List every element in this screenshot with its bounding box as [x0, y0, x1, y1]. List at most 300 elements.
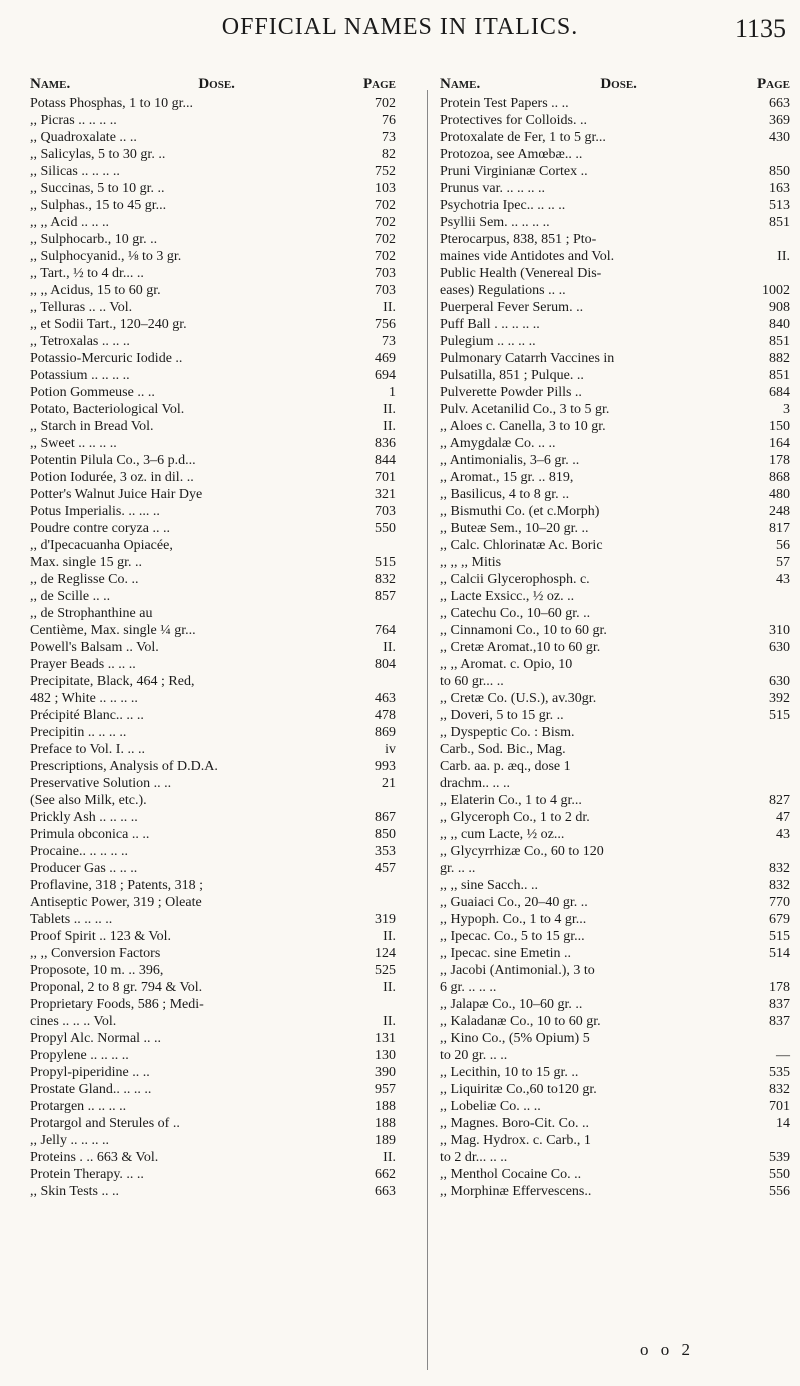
running-title: OFFICIAL NAMES IN ITALICS.: [221, 14, 579, 40]
entry-text: Centième, Max. single ¼ gr...: [30, 623, 196, 638]
index-entry: [440, 1064, 790, 1081]
entry-text: (See also Milk, etc.).: [30, 793, 147, 808]
entry-text: ,, Lobeliæ Co. .. ..: [440, 1099, 541, 1114]
index-entry: [30, 146, 396, 163]
index-entry: [30, 962, 396, 979]
index-entry: [440, 656, 790, 673]
index-entry: [30, 1098, 396, 1115]
entry-page: 702: [375, 96, 396, 111]
index-entry: [30, 877, 396, 894]
index-entry: [30, 1047, 396, 1064]
index-entry: [440, 639, 790, 656]
entry-text: Carb., Sod. Bic., Mag.: [440, 742, 566, 757]
entry-page: 189: [375, 1133, 396, 1148]
entry-text: ,, Kino Co., (5% Opium) 5: [440, 1031, 590, 1046]
column-headings: [30, 76, 396, 93]
entry-text: Puerperal Fever Serum. ..: [440, 300, 584, 315]
entry-text: Prostate Gland.. .. .. ..: [30, 1082, 152, 1097]
index-entry: [30, 299, 396, 316]
entry-page: 163: [769, 181, 790, 196]
entry-page: II.: [383, 402, 396, 417]
index-entry: [440, 588, 790, 605]
entry-page: 463: [375, 691, 396, 706]
index-entry: [440, 316, 790, 333]
index-entry: [30, 894, 396, 911]
entry-text: drachm.. .. ..: [440, 776, 510, 791]
index-entry: [30, 996, 396, 1013]
entry-text: Potato, Bacteriological Vol.: [30, 402, 185, 417]
entry-page: 124: [375, 946, 396, 961]
entry-text: Propyl-piperidine .. ..: [30, 1065, 150, 1080]
index-entry: [440, 945, 790, 962]
entry-page: 353: [375, 844, 396, 859]
entry-page: II.: [383, 419, 396, 434]
index-entry: [30, 214, 396, 231]
entry-page: II.: [383, 980, 396, 995]
index-entry: [30, 1064, 396, 1081]
entry-page: 515: [769, 929, 790, 944]
index-entry: [30, 1183, 396, 1200]
right-column: [440, 76, 790, 1200]
entry-page: 430: [769, 130, 790, 145]
entry-text: Proposote, 10 m. .. 396,: [30, 963, 164, 978]
index-entry: [30, 469, 396, 486]
entry-page: 480: [769, 487, 790, 502]
entry-page: 514: [769, 946, 790, 961]
index-entry: [440, 503, 790, 520]
entry-text: Producer Gas .. .. ..: [30, 861, 138, 876]
index-entry: [30, 588, 396, 605]
entry-text: Pulv. Acetanilid Co., 3 to 5 gr.: [440, 402, 610, 417]
index-entry: [440, 469, 790, 486]
entry-page: 702: [375, 198, 396, 213]
index-entry: [30, 571, 396, 588]
entry-page: 832: [769, 1082, 790, 1097]
entry-text: ,, Picras .. .. .. ..: [30, 113, 117, 128]
entry-page: 844: [375, 453, 396, 468]
index-entry: [30, 809, 396, 826]
index-entry: [30, 350, 396, 367]
entry-page: 850: [769, 164, 790, 179]
entry-page: 857: [375, 589, 396, 604]
entry-text: ,, Aloes c. Canella, 3 to 10 gr.: [440, 419, 606, 434]
entry-text: ,, Glycyrrhizæ Co., 60 to 120: [440, 844, 604, 859]
entry-text: ,, Guaiaci Co., 20–40 gr. ..: [440, 895, 588, 910]
entry-text: to 2 dr... .. ..: [440, 1150, 508, 1165]
entry-text: Potter's Walnut Juice Hair Dye: [30, 487, 203, 502]
entry-page: 850: [375, 827, 396, 842]
entry-text: ,, Telluras .. .. Vol.: [30, 300, 133, 315]
index-entry: [30, 520, 396, 537]
entry-text: ,, Kaladanæ Co., 10 to 60 gr.: [440, 1014, 601, 1029]
entry-page: 908: [769, 300, 790, 315]
entry-text: ,, Elaterin Co., 1 to 4 gr...: [440, 793, 582, 808]
entry-page: 164: [769, 436, 790, 451]
entry-page: 804: [375, 657, 396, 672]
entry-text: gr. .. ..: [440, 861, 476, 876]
entry-page: 770: [769, 895, 790, 910]
entry-text: ,, Calcii Glycerophosph. c.: [440, 572, 590, 587]
entry-page: 131: [375, 1031, 396, 1046]
index-entry: [30, 843, 396, 860]
entry-page: 47: [776, 810, 790, 825]
entry-text: cines .. .. .. Vol.: [30, 1014, 117, 1029]
entry-page: 957: [375, 1082, 396, 1097]
entry-text: Powell's Balsam .. Vol.: [30, 640, 159, 655]
index-entry: [440, 707, 790, 724]
entry-text: Potus Imperialis. .. ... ..: [30, 504, 160, 519]
entry-text: ,, Jalapæ Co., 10–60 gr. ..: [440, 997, 583, 1012]
index-entry: [30, 673, 396, 690]
entry-text: Protargol and Sterules of ..: [30, 1116, 180, 1131]
entry-text: Psyllii Sem. .. .. .. ..: [440, 215, 550, 230]
entry-text: ,, Aromat., 15 gr. .. 819,: [440, 470, 574, 485]
entry-text: Proflavine, 318 ; Patents, 318 ;: [30, 878, 204, 893]
entry-page: 679: [769, 912, 790, 927]
index-entry: [440, 1166, 790, 1183]
entry-text: ,, Sulphocarb., 10 gr. ..: [30, 232, 158, 247]
entry-text: 482 ; White .. .. .. ..: [30, 691, 138, 706]
index-entry: [440, 333, 790, 350]
entry-page: 478: [375, 708, 396, 723]
entry-page: 827: [769, 793, 790, 808]
index-entry: [440, 1183, 790, 1200]
entry-text: ,, Buteæ Sem., 10–20 gr. ..: [440, 521, 589, 536]
entry-text: ,, ,, sine Sacch.. ..: [440, 878, 538, 893]
entry-text: ,, Calc. Chlorinatæ Ac. Boric: [440, 538, 603, 553]
entry-page: II.: [383, 640, 396, 655]
index-entries: [440, 95, 790, 1200]
entry-text: ,, Skin Tests .. ..: [30, 1184, 119, 1199]
entry-page: 836: [375, 436, 396, 451]
index-entries: [30, 95, 396, 1200]
index-entry: [440, 350, 790, 367]
page-number: 1135: [734, 14, 786, 43]
entry-text: Prunus var. .. .. .. ..: [440, 181, 545, 196]
index-entry: [440, 792, 790, 809]
index-entry: [440, 1047, 790, 1064]
entry-text: ,, ,, Aromat. c. Opio, 10: [440, 657, 573, 672]
entry-page: 1: [389, 385, 396, 400]
index-entry: [30, 605, 396, 622]
entry-text: ,, Cretæ Co. (U.S.), av.30gr.: [440, 691, 597, 706]
entry-page: 851: [769, 334, 790, 349]
entry-text: Potion Iodurée, 3 oz. in dil. ..: [30, 470, 194, 485]
entry-page: 73: [382, 130, 396, 145]
index-entry: [30, 707, 396, 724]
index-entry: [30, 197, 396, 214]
entry-text: ,, Hypoph. Co., 1 to 4 gr...: [440, 912, 587, 927]
index-entry: [30, 826, 396, 843]
entry-text: ,, Lacte Exsicc., ½ oz. ..: [440, 589, 575, 604]
entry-page: 756: [375, 317, 396, 332]
entry-page: 1002: [762, 283, 790, 298]
entry-text: ,, Catechu Co., 10–60 gr. ..: [440, 606, 591, 621]
entry-text: Propyl Alc. Normal .. ..: [30, 1031, 162, 1046]
entry-text: ,, Sulphas., 15 to 45 gr...: [30, 198, 167, 213]
index-entry: [440, 1081, 790, 1098]
index-entry: [440, 673, 790, 690]
entry-text: ,, Silicas .. .. .. ..: [30, 164, 120, 179]
index-entry: [440, 418, 790, 435]
entry-text: Proteins . .. 663 & Vol.: [30, 1150, 159, 1165]
index-entry: [440, 112, 790, 129]
index-entry: [440, 1098, 790, 1115]
index-entry: [440, 401, 790, 418]
entry-text: maines vide Antidotes and Vol.: [440, 249, 615, 264]
entry-page: 14: [776, 1116, 790, 1131]
index-entry: [440, 435, 790, 452]
entry-page: 515: [375, 555, 396, 570]
entry-text: ,, Morphinæ Effervescens..: [440, 1184, 592, 1199]
index-entry: [440, 843, 790, 860]
index-entry: [30, 554, 396, 571]
entry-text: Proof Spirit .. 123 & Vol.: [30, 929, 172, 944]
entry-text: ,, Menthol Cocaine Co. ..: [440, 1167, 582, 1182]
entry-page: 630: [769, 640, 790, 655]
index-entry: [440, 231, 790, 248]
entry-page: 469: [375, 351, 396, 366]
entry-page: 73: [382, 334, 396, 349]
entry-page: 150: [769, 419, 790, 434]
entry-page: 694: [375, 368, 396, 383]
entry-text: Precipitin .. .. .. ..: [30, 725, 127, 740]
index-entry: [440, 537, 790, 554]
entry-page: 130: [375, 1048, 396, 1063]
entry-text: Potion Gommeuse .. ..: [30, 385, 155, 400]
index-entry: [440, 452, 790, 469]
entry-page: 43: [776, 827, 790, 842]
index-entry: [440, 1013, 790, 1030]
index-entry: [30, 945, 396, 962]
entry-page: 993: [375, 759, 396, 774]
entry-text: Potentin Pilula Co., 3–6 p.d...: [30, 453, 196, 468]
index-entry: [30, 265, 396, 282]
entry-text: ,, Tetroxalas .. .. ..: [30, 334, 130, 349]
index-entry: [30, 911, 396, 928]
column-divider: [427, 90, 428, 1370]
index-entry: [440, 860, 790, 877]
entry-page: 630: [769, 674, 790, 689]
index-entry: [440, 384, 790, 401]
entry-page: 188: [375, 1116, 396, 1131]
index-entry: [30, 1149, 396, 1166]
index-entry: [440, 163, 790, 180]
index-entry: [440, 911, 790, 928]
entry-text: ,, Magnes. Boro-Cit. Co. ..: [440, 1116, 589, 1131]
entry-text: ,, de Strophanthine au: [30, 606, 153, 621]
entry-page: 550: [375, 521, 396, 536]
index-entry: [440, 1132, 790, 1149]
entry-text: Prickly Ash .. .. .. ..: [30, 810, 138, 825]
entry-page: 178: [769, 980, 790, 995]
entry-text: Max. single 15 gr. ..: [30, 555, 142, 570]
entry-page: —: [776, 1048, 790, 1063]
entry-page: 57: [776, 555, 790, 570]
entry-page: 515: [769, 708, 790, 723]
index-entry: [30, 231, 396, 248]
entry-text: eases) Regulations .. ..: [440, 283, 566, 298]
index-entry: [30, 163, 396, 180]
entry-text: ,, Ipecac. Co., 5 to 15 gr...: [440, 929, 585, 944]
entry-page: 837: [769, 1014, 790, 1029]
entry-page: 684: [769, 385, 790, 400]
entry-text: Psychotria Ipec.. .. .. ..: [440, 198, 566, 213]
entry-text: Primula obconica .. ..: [30, 827, 150, 842]
heading-page: Page: [757, 76, 790, 92]
index-entry: [30, 724, 396, 741]
entry-page: 663: [769, 96, 790, 111]
entry-text: ,, Liquiritæ Co.,60 to120 gr.: [440, 1082, 597, 1097]
entry-text: Protein Test Papers .. ..: [440, 96, 569, 111]
entry-text: ,, et Sodii Tart., 120–240 gr.: [30, 317, 187, 332]
index-entry: [440, 979, 790, 996]
index-entry: [440, 571, 790, 588]
entry-text: ,, de Reglisse Co. ..: [30, 572, 139, 587]
entry-text: Potassium .. .. .. ..: [30, 368, 130, 383]
entry-page: 703: [375, 504, 396, 519]
entry-text: ,, Sulphocyanid., ⅛ to 3 gr.: [30, 249, 182, 264]
entry-page: 556: [769, 1184, 790, 1199]
entry-page: 319: [375, 912, 396, 927]
index-entry: [440, 962, 790, 979]
entry-text: Pulegium .. .. .. ..: [440, 334, 536, 349]
index-entry: [30, 1132, 396, 1149]
entry-text: Puff Ball . .. .. .. ..: [440, 317, 540, 332]
index-entry: [440, 809, 790, 826]
index-entry: [440, 605, 790, 622]
entry-text: Protoxalate de Fer, 1 to 5 gr...: [440, 130, 606, 145]
index-entry: [30, 95, 396, 112]
entry-text: Prescriptions, Analysis of D.D.A.: [30, 759, 218, 774]
column-headings: [440, 76, 790, 93]
entry-text: ,, Cinnamoni Co., 10 to 60 gr.: [440, 623, 607, 638]
index-entry: [30, 367, 396, 384]
entry-page: 764: [375, 623, 396, 638]
entry-page: 188: [375, 1099, 396, 1114]
entry-text: ,, ,, cum Lacte, ½ oz...: [440, 827, 565, 842]
index-entry: [30, 129, 396, 146]
index-entry: [440, 299, 790, 316]
entry-page: II.: [383, 929, 396, 944]
entry-page: II.: [383, 300, 396, 315]
index-entry: [30, 690, 396, 707]
index-entry: [30, 979, 396, 996]
index-entry: [440, 282, 790, 299]
index-entry: [440, 758, 790, 775]
running-head: [0, 6, 800, 56]
entry-page: 663: [375, 1184, 396, 1199]
entry-page: iv: [385, 742, 396, 757]
entry-text: Preface to Vol. I. .. ..: [30, 742, 145, 757]
entry-page: 390: [375, 1065, 396, 1080]
signature-mark: o o 2: [640, 1340, 694, 1359]
entry-page: 662: [375, 1167, 396, 1182]
entry-text: ,, ,, Conversion Factors: [30, 946, 161, 961]
index-entry: [30, 401, 396, 418]
entry-text: ,, Jacobi (Antimonial.), 3 to: [440, 963, 595, 978]
entry-text: to 60 gr... ..: [440, 674, 504, 689]
entry-text: Tablets .. .. .. ..: [30, 912, 113, 927]
index-entry: [30, 435, 396, 452]
entry-page: 82: [382, 147, 396, 162]
index-entry: [440, 265, 790, 282]
entry-page: 701: [375, 470, 396, 485]
entry-text: Précipité Blanc.. .. ..: [30, 708, 144, 723]
index-entry: [30, 452, 396, 469]
entry-text: ,, Salicylas, 5 to 30 gr. ..: [30, 147, 166, 162]
entry-page: 321: [375, 487, 396, 502]
index-entry: [30, 656, 396, 673]
entry-text: Precipitate, Black, 464 ; Red,: [30, 674, 195, 689]
heading-name: Name.: [440, 76, 481, 92]
entry-text: Pulverette Powder Pills ..: [440, 385, 582, 400]
index-entry: [440, 180, 790, 197]
index-entry: [30, 775, 396, 792]
entry-text: Antiseptic Power, 319 ; Oleate: [30, 895, 202, 910]
index-entry: [440, 486, 790, 503]
index-entry: [440, 554, 790, 571]
index-entry: [440, 248, 790, 265]
entry-text: ,, Glyceroph Co., 1 to 2 dr.: [440, 810, 590, 825]
entry-page: 817: [769, 521, 790, 536]
entry-page: 535: [769, 1065, 790, 1080]
index-entry: [440, 826, 790, 843]
index-entry: [440, 690, 790, 707]
heading-page: Page: [363, 76, 396, 92]
entry-page: 103: [375, 181, 396, 196]
entry-text: ,, Succinas, 5 to 10 gr. ..: [30, 181, 165, 196]
index-entry: [440, 197, 790, 214]
index-entry: [30, 622, 396, 639]
entry-text: Protectives for Colloids. ..: [440, 113, 587, 128]
entry-text: ,, Bismuthi Co. (et c.Morph): [440, 504, 600, 519]
entry-page: 43: [776, 572, 790, 587]
index-entry: [30, 248, 396, 265]
entry-text: Protozoa, see Amœbæ.. ..: [440, 147, 583, 162]
heading-dose: Dose.: [600, 76, 637, 92]
index-entry: [30, 1166, 396, 1183]
entry-page: II.: [777, 249, 790, 264]
left-column: [30, 76, 396, 1200]
index-entry: [30, 112, 396, 129]
entry-text: ,, Dyspeptic Co. : Bism.: [440, 725, 575, 740]
index-entry: [440, 1149, 790, 1166]
entry-text: Public Health (Venereal Dis-: [440, 266, 602, 281]
entry-page: 539: [769, 1150, 790, 1165]
entry-text: Prayer Beads .. .. ..: [30, 657, 136, 672]
entry-page: 513: [769, 198, 790, 213]
entry-text: ,, ,, Acid .. .. ..: [30, 215, 109, 230]
entry-text: Protargen .. .. .. ..: [30, 1099, 127, 1114]
index-entry: [440, 1115, 790, 1132]
entry-text: Carb. aa. p. æq., dose 1: [440, 759, 571, 774]
index-entry: [440, 996, 790, 1013]
index-entry: [440, 928, 790, 945]
entry-text: ,, ,, Acidus, 15 to 60 gr.: [30, 283, 161, 298]
entry-page: 3: [783, 402, 790, 417]
entry-page: 248: [769, 504, 790, 519]
index-entry: [440, 877, 790, 894]
entry-text: ,, Antimonialis, 3–6 gr. ..: [440, 453, 580, 468]
entry-page: 837: [769, 997, 790, 1012]
entry-page: 701: [769, 1099, 790, 1114]
index-entry: [30, 639, 396, 656]
index-entry: [30, 741, 396, 758]
index-entry: [30, 928, 396, 945]
entry-text: ,, Tart., ½ to 4 dr... ..: [30, 266, 144, 281]
index-entry: [440, 129, 790, 146]
